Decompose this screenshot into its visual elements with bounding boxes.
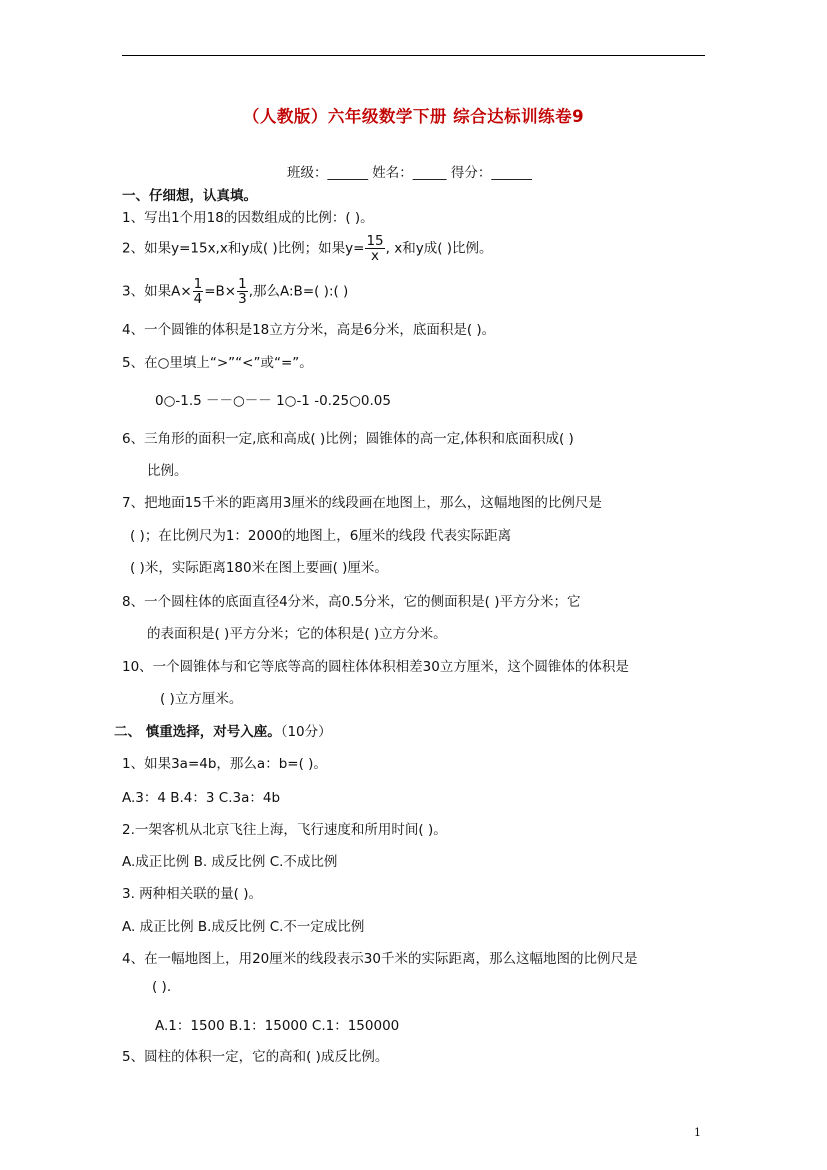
question-1-2 xyxy=(122,234,493,263)
denominator: 4 xyxy=(193,291,203,308)
section1-heading: 一、仔细想，认真填。 xyxy=(122,188,257,204)
fraction-1-over-4 xyxy=(193,277,204,306)
question-1-8-line-1: 8、一个圆柱体的底面直径4分米，高0.5分米，它的侧面积是( )平方分米；它 xyxy=(122,594,581,610)
question-1-7-line-1: 7、把地面15千米的距离用3厘米的线段画在地图上，那么，这幅地图的比例尺是 xyxy=(122,495,602,511)
question-2-1-options: A.3：4 B.4：3 C.3a：4b xyxy=(122,790,281,806)
denominator: 3 xyxy=(238,291,247,308)
question-1-2-part-a: 2、如果y=15x,x和y成( )比例；如果y= xyxy=(122,240,365,257)
question-2-2-options: A.成正比例 B. 成反比例 C.不成比例 xyxy=(122,854,338,870)
page-number: 1 xyxy=(694,1126,701,1139)
section2-score: （10分） xyxy=(280,724,332,740)
question-1-5: 5、在○里填上“>”“<”或“=”。 xyxy=(122,355,313,371)
section2-heading xyxy=(114,720,332,740)
question-2-2: 2.一架客机从北京飞往上海，飞行速度和所用时间( )。 xyxy=(122,822,447,838)
question-2-4-options: A.1：1500 B.1：15000 C.1：150000 xyxy=(155,1018,400,1034)
question-1-10-line-2: ( )立方厘米。 xyxy=(160,691,243,707)
question-2-4-line-2: ( ). xyxy=(152,979,172,995)
question-2-1: 1、如果3a=4b，那么a：b=( )。 xyxy=(122,756,327,772)
section2-heading-text: 二、 慎重选择，对号入座。 xyxy=(114,724,281,740)
question-1-3-part-b: =B× xyxy=(204,283,237,300)
fraction-1-over-3 xyxy=(237,277,248,306)
denominator: x xyxy=(371,248,380,265)
question-1-3 xyxy=(122,277,348,306)
question-1-7-line-2: ( )；在比例尺为1：2000的地图上，6厘米的线段 代表实际距离 xyxy=(130,528,512,544)
question-1-4: 4、一个圆锥的体积是18立方分米，高是6分米，底面积是( )。 xyxy=(122,322,496,338)
student-info-line: 班级：______ 姓名：_____ 得分：______ xyxy=(287,165,532,181)
question-1-3-part-c: ,那么A:B=( ):( ) xyxy=(248,283,349,300)
fraction-15-over-x xyxy=(365,234,384,263)
numerator: 1 xyxy=(193,276,203,292)
question-1-1: 1、写出1个用18的因数组成的比例：( )。 xyxy=(122,210,374,226)
question-1-6-line-2: 比例。 xyxy=(147,463,188,479)
question-1-6-line-1: 6、三角形的面积一定,底和高成( )比例；圆锥体的高一定,体积和底面积成( ) xyxy=(122,431,574,447)
page-title: （人教版）六年级数学下册 综合达标训练卷9 xyxy=(242,107,585,126)
question-1-2-part-b: , x和y成( )比例。 xyxy=(385,240,493,257)
question-2-3-options: A. 成正比例 B.成反比例 C.不一定成比例 xyxy=(122,919,365,935)
question-2-4-line-1: 4、在一幅地图上，用20厘米的线段表示30千米的实际距离，那么这幅地图的比例尺是 xyxy=(122,951,638,967)
question-1-5-items: 0○-1.5 －－○－－ 1○-1 -0.25○0.05 xyxy=(155,393,391,409)
header-rule xyxy=(122,55,705,56)
question-2-5: 5、圆柱的体积一定，它的高和( )成反比例。 xyxy=(122,1049,389,1065)
question-1-7-line-3: ( )米，实际距离180米在图上要画( )厘米。 xyxy=(130,560,388,576)
question-1-10-line-1: 10、一个圆锥体与和它等底等高的圆柱体体积相差30立方厘米，这个圆锥体的体积是 xyxy=(122,659,629,675)
question-1-3-part-a: 3、如果A× xyxy=(122,283,192,300)
question-2-3: 3. 两种相关联的量( )。 xyxy=(122,886,262,902)
numerator: 15 xyxy=(366,233,384,249)
question-1-8-line-2: 的表面积是( )平方分米；它的体积是( )立方分米。 xyxy=(147,626,447,642)
numerator: 1 xyxy=(238,276,247,292)
